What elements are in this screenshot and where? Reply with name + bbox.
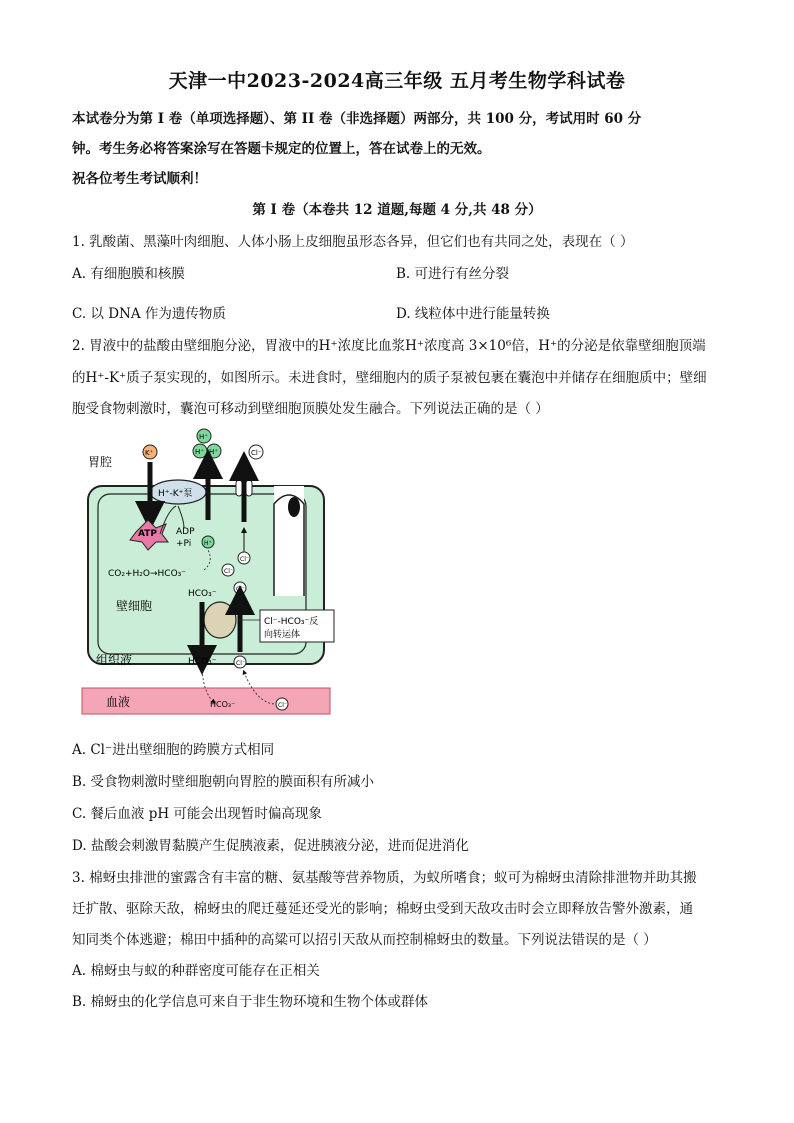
label-reaction: CO₂+H₂O→HCO₃⁻ bbox=[108, 569, 187, 579]
q3-option-a: A. 棉蚜虫与蚁的种群密度可能存在正相关 bbox=[72, 963, 320, 979]
q1-option-a: A. 有细胞膜和核膜 bbox=[72, 266, 185, 282]
section-heading: 第 I 卷（本卷共 12 道题,每题 4 分,共 48 分） bbox=[252, 202, 542, 218]
q1-option-c: C. 以 DNA 作为遗传物质 bbox=[72, 306, 226, 322]
q2-option-c: C. 餐后血液 pH 可能会出现暂时偏高现象 bbox=[72, 806, 322, 822]
svg-text:H⁺: H⁺ bbox=[195, 448, 204, 456]
label-tissue: 组织液 bbox=[96, 653, 133, 667]
intro-line-2: 钟。考生务必将答案涂写在答题卡规定的位置上，答在试卷上的无效。 bbox=[72, 141, 491, 157]
svg-text:H⁺: H⁺ bbox=[209, 448, 218, 456]
q2-stem-3: 胞受食物刺激时，囊泡可移动到壁细胞顶膜处发生融合。下列说法正确的是（ ） bbox=[72, 401, 549, 417]
tight-junction bbox=[288, 497, 300, 517]
label-hco3-blood: HCO₃⁻ bbox=[210, 700, 236, 709]
q3-stem-3: 知同类个体逃避；棉田中插种的高粱可以招引天敌从而控制棉蚜虫的数量。下列说法错误的是（ ） bbox=[72, 932, 657, 948]
q2-option-a: A. Cl⁻进出壁细胞的跨膜方式相同 bbox=[72, 742, 275, 758]
q3-stem-1: 3. 棉蚜虫排泄的蜜露含有丰富的糖、氨基酸等营养物质，为蚁所嗜食；蚁可为棉蚜虫清除排泄物并助其搬 bbox=[72, 870, 697, 886]
q3-stem-2: 迁扩散、驱除天敌，棉蚜虫的爬迁蔓延还受光的影响；棉蚜虫受到天敌攻击时会立即释放告警外激素，通 bbox=[72, 901, 693, 917]
q2-option-b: B. 受食物刺激时壁细胞朝向胃腔的膜面积有所减小 bbox=[72, 774, 375, 790]
svg-text:Cl⁻: Cl⁻ bbox=[278, 702, 288, 709]
q3-option-b: B. 棉蚜虫的化学信息可来自于非生物环境和生物个体或群体 bbox=[72, 994, 429, 1010]
svg-text:ADP: ADP bbox=[176, 527, 195, 537]
parietal-cell-diagram bbox=[76, 424, 336, 724]
q2-stem-2: 的H⁺-K⁺质子泵实现的，如图所示。未进食时，壁细胞内的质子泵被包裹在囊泡中并储存在细胞质中；壁细 bbox=[72, 370, 707, 386]
label-k: K⁺ bbox=[145, 449, 154, 457]
label-hco3-tissue: HCO₃⁻ bbox=[188, 657, 217, 667]
q1-stem: 1. 乳酸菌、黑藻叶肉细胞、人体小肠上皮细胞虽形态各异，但它们也有共同之处，表现在（ ） bbox=[72, 234, 634, 250]
intro-line-1: 本试卷分为第 I 卷（单项选择题）、第 II 卷（非选择题）两部分，共 100 分，考试用时 60 分 bbox=[72, 111, 642, 127]
page-title: 天津一中2023-2024高三年级 五月考生物学科试卷 bbox=[168, 70, 626, 92]
svg-text:Cl⁻: Cl⁻ bbox=[251, 449, 262, 457]
svg-text:Cl⁻: Cl⁻ bbox=[236, 660, 246, 667]
svg-text:H⁺: H⁺ bbox=[199, 433, 208, 441]
svg-text:Cl⁻: Cl⁻ bbox=[236, 586, 246, 593]
svg-text:Cl⁻: Cl⁻ bbox=[224, 568, 234, 575]
antiporter bbox=[204, 602, 236, 638]
svg-text:ATP: ATP bbox=[138, 529, 158, 539]
label-cell: 壁细胞 bbox=[116, 599, 153, 613]
svg-text:Cl⁻-HCO₃⁻反: Cl⁻-HCO₃⁻反 bbox=[264, 617, 319, 627]
q1-option-b: B. 可进行有丝分裂 bbox=[396, 266, 510, 282]
label-hco3-cell: HCO₃⁻ bbox=[188, 589, 217, 599]
intro-line-3: 祝各位考生考试顺利！ bbox=[72, 171, 207, 187]
q1-option-d: D. 线粒体中进行能量转换 bbox=[396, 306, 550, 322]
label-stomach: 胃腔 bbox=[88, 455, 113, 469]
svg-text:向转运体: 向转运体 bbox=[264, 630, 301, 640]
svg-text:+Pi: +Pi bbox=[176, 539, 192, 549]
q2-option-d: D. 盐酸会刺激胃黏膜产生促胰液素，促进胰液分泌，进而促进消化 bbox=[72, 838, 469, 854]
label-blood: 血液 bbox=[106, 695, 131, 709]
label-pump: H⁺-K⁺泵 bbox=[158, 489, 193, 499]
q2-stem-1: 2. 胃液中的盐酸由壁细胞分泌，胃液中的H⁺浓度比血浆H⁺浓度高 3×10⁶倍，H⁺的分泌是依靠壁细胞顶端 bbox=[72, 338, 706, 354]
svg-text:Cl⁻: Cl⁻ bbox=[240, 556, 250, 563]
svg-text:H⁺: H⁺ bbox=[204, 540, 212, 547]
